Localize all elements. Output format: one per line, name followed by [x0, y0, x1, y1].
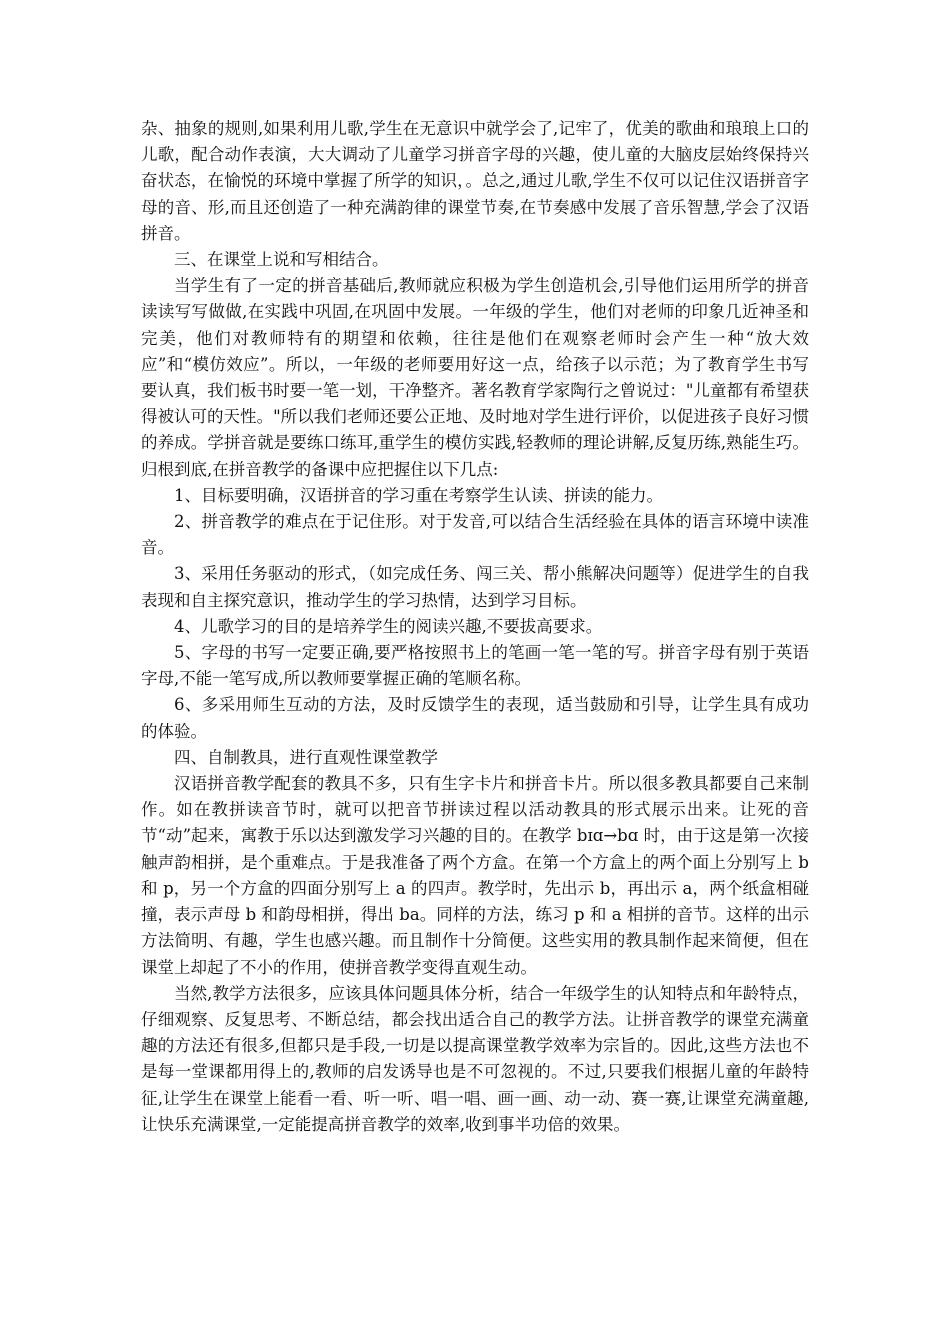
list-item: 2、拼音教学的难点在于记住形。对于发音,可以结合生活经验在具体的语言环境中读准音。 — [141, 512, 809, 558]
list-item: 6、多采用师生互动的方法，及时反馈学生的表现，适当鼓励和引导，让学生具有成功的体验。 — [141, 695, 809, 741]
document-body — [141, 116, 809, 1138]
paragraph: 当然,教学方法很多，应该具体问题具体分析，结合一年级学生的认知特点和年龄特点，仔细观察、反复思考、不断总结，都会找出适合自己的教学方法。让拼音教学的课堂充满童趣的方法还有很多,但都只是手段,一切是以提高课堂教学效率为宗旨的。因此,这些方法也不是每一堂课都用得上的,教师的启发诱导也是不可忽视的。不过,只要我们根据儿童的年龄特征,让学生在课堂上能看一看、听一听、唱一唱、画一画、动一动、赛一赛,让课堂充满童趣,让快乐充满课堂,一定能提高拼音教学的效率,收到事半功倍的效果。 — [141, 983, 809, 1134]
paragraph: 当学生有了一定的拼音基础后,教师就应积极为学生创造机会,引导他们运用所学的拼音读读写写做做,在实践中巩固,在巩固中发展。一年级的学生，他们对老师的印象几近神圣和完美，他们对教师特有的期望和依赖，往往是他们在观察老师时会产生一种“放大效应”和“模仿效应”。所以，一年级的老师要用好这一点，给孩子以示范；为了教育学生书写要认真，我们板书时要一笔一划，干净整齐。著名教育学家陶行之曾说过："儿童都有希望获得被认可的天性。"所以我们老师还要公正地、及时地对学生进行评价，以促进孩子良好习惯的养成。学拼音就是要练口练耳,重学生的模仿实践,轻教师的理论讲解,反复历练,熟能生巧。归根到底,在拼音教学的备课中应把握住以下几点: — [141, 276, 809, 479]
paragraph-continuation: 杂、抽象的规则,如果利用儿歌,学生在无意识中就学会了,记牢了，优美的歌曲和琅琅上口的儿歌，配合动作表演，大大调动了儿童学习拼音字母的兴趣，使儿童的大脑皮层始终保持兴奋状态，在愉悦的环境中掌握了所学的知识，。总之,通过儿歌,学生不仅可以记住汉语拼音字母的音、形,而且还创造了一种充满韵律的课堂节奏,在节奏感中发展了音乐智慧,学会了汉语拼音。 — [141, 119, 809, 243]
list-item: 1、目标要明确，汉语拼音的学习重在考察学生认读、拼读的能力。 — [174, 485, 663, 505]
list-item: 4、儿歌学习的目的是培养学生的阅读兴趣,不要拔高要求。 — [174, 616, 603, 636]
list-item: 5、字母的书写一定要正确,要严格按照书上的笔画一笔一笔的写。拼音字母有别于英语字母,不能一笔写成,所以教师要掌握正确的笔顺名称。 — [141, 643, 809, 689]
paragraph: 汉语拼音教学配套的教具不多，只有生字卡片和拼音卡片。所以很多教具都要自己来制作。如在教拼读音节时，就可以把音节拼读过程以活动教具的形式展示出来。让死的音节“动”起来，寓教于乐以达到激发学习兴趣的目的。在教学 bɪɑ→bɑ 时，由于这是第一次接触声韵相拼，是个重难点。于是我准备了两个方盒。在第一个方盒上的两个面上分别写上 b 和 p，另一个方盒的四面分别写上 a 的四声。教学时，先出示 b，再出示 a，两个纸盒相碰撞，表示声母 b 和韵母相拼，得出 ba。同样的方法，练习 p 和 a 相拼的音节。这样的出示方法简明、有趣，学生也感兴趣。而且制作十分简便。这些实用的教具制作起来简便，但在课堂上却起了不小的作用，使拼音教学变得直观生动。 — [141, 774, 809, 977]
list-item: 3、采用任务驱动的形式，（如完成任务、闯三关、帮小熊解决问题等）促进学生的自我表现和自主探究意识，推动学生的学习热情，达到学习目标。 — [141, 564, 809, 610]
section-heading-3: 三、在课堂上说和写相结合。 — [174, 250, 389, 270]
section-heading-4: 四、自制教具，进行直观性课堂教学 — [174, 747, 438, 767]
